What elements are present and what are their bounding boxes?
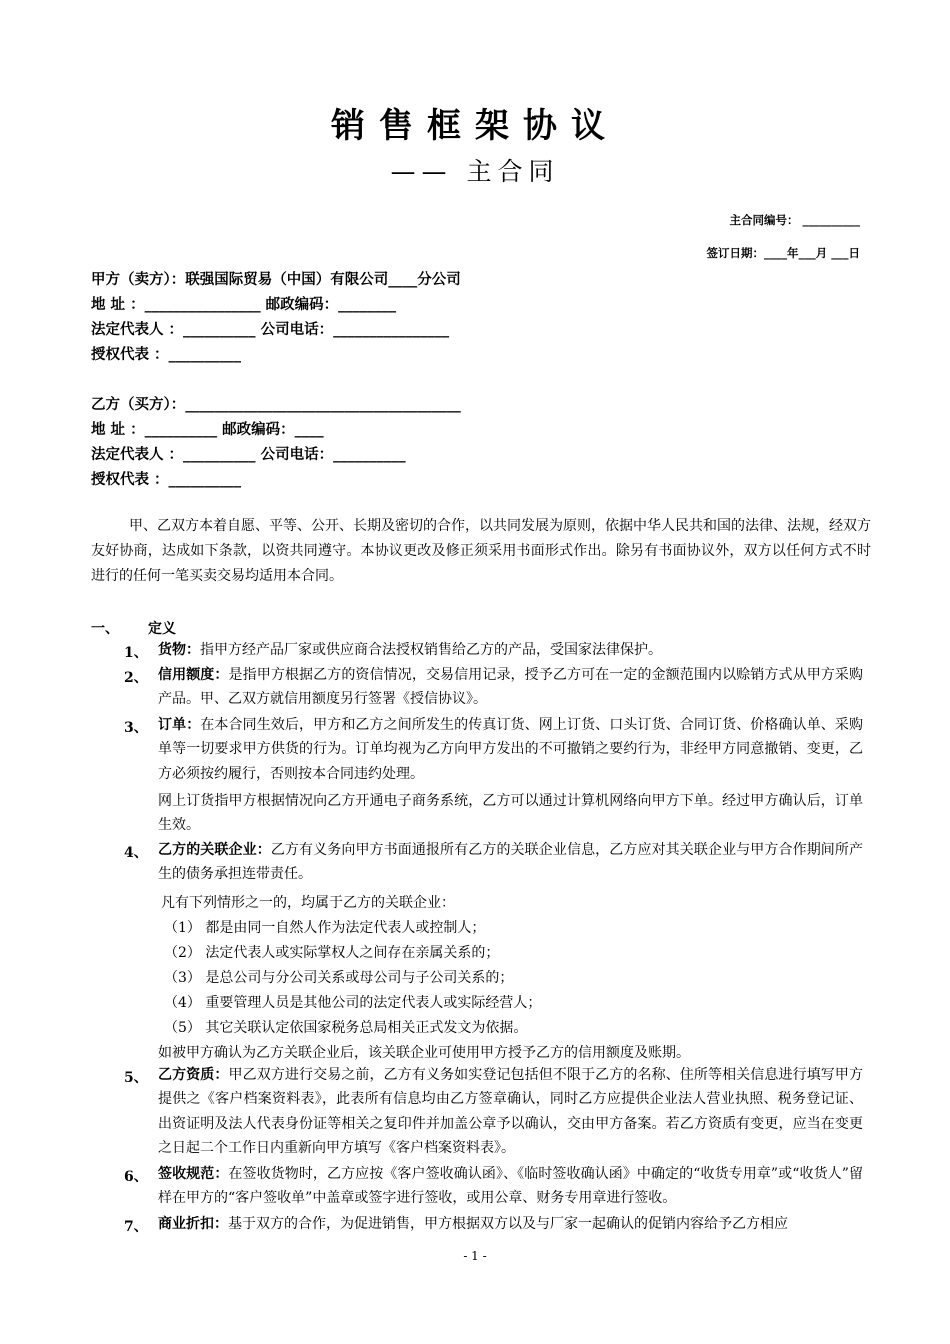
party-b-address: 地 址 ：__________ 邮政编码：____ <box>91 422 324 438</box>
item-2 <box>158 663 863 712</box>
party-a-address: 地 址 ：________________ 邮政编码：________ <box>91 297 397 313</box>
intro-text: 甲、乙双方本着自愿、平等、公开、长期及密切的合作，以共同发展为原则，依据中华人民共和国的法律、法规，经双方友好协商，达成如下条款，以资共同遵守。本协议更改及修正须采用书面形式作出。除另有书面协议外，双方以任何方式不时进行的任何一笔买卖交易均适用本合同。 <box>91 518 871 584</box>
page-number: - 1 - <box>463 1249 487 1263</box>
item-7-number: 7、 <box>124 1219 148 1235</box>
item-5-number: 5、 <box>124 1070 148 1086</box>
item-1 <box>158 638 863 662</box>
item-3-term: 订单： <box>158 717 201 733</box>
item-3-number: 3、 <box>124 720 148 736</box>
party-b-authorized-rep: 授权代表 ：__________ <box>91 472 242 488</box>
sign-date: 签订日期：____年___月 ___日 <box>706 246 860 260</box>
item-1-term: 货物： <box>158 642 200 658</box>
item-6 <box>158 1162 863 1211</box>
contract-number: 主合同编号： __________ <box>729 213 860 227</box>
party-a-name: 甲方（卖方）：联强国际贸易（中国）有限公司____分公司 <box>91 272 461 288</box>
item-1-number: 1、 <box>124 645 148 661</box>
item-2-term: 信用额度： <box>158 667 229 683</box>
item-6-text: 在签收货物时，乙方应按《客户签收确认函》、《临时签收确认函》中确定的“收货专用章”或“收货人”留样在甲方的“客户签收单”中盖章或签字进行签收，或用公章、财务专用章进行签收。 <box>158 1166 863 1207</box>
section-1-title: 定义 <box>148 621 176 637</box>
item-2-number: 2、 <box>124 670 148 686</box>
item-4-number: 4、 <box>124 845 148 861</box>
item-5 <box>158 1063 863 1160</box>
item-4 <box>158 838 863 887</box>
intro-paragraph <box>91 514 871 589</box>
item-2-text: 是指甲方根据乙方的资信情况，交易信用记录，授予乙方可在一定的金额范围内以赊销方式从甲方采购产品。甲、乙双方就信用额度另行签署《授信协议》。 <box>158 667 864 708</box>
item-6-term: 签收规范： <box>158 1166 229 1182</box>
item-4-sub-5: （5） 其它关联认定依国家税务总局相关正式发文为依据。 <box>164 1020 528 1036</box>
item-6-number: 6、 <box>124 1169 148 1185</box>
party-b-name: 乙方（买方）：______________________________________ <box>91 397 461 413</box>
item-3-extra: 网上订货指甲方根据情况向乙方开通电子商务系统，乙方可以通过计算机网络向甲方下单。经过甲方确认后，订单生效。 <box>158 793 863 834</box>
item-7-term: 商业折扣： <box>158 1216 228 1232</box>
item-4-sub-3: （3） 是总公司与分公司关系或母公司与子公司关系的； <box>164 970 514 986</box>
item-4-sub-1: （1） 都是由同一自然人作为法定代表人或控制人； <box>164 920 486 936</box>
item-5-term: 乙方资质： <box>158 1067 229 1083</box>
item-5-text: 甲乙双方进行交易之前，乙方有义务如实登记包括但不限于乙方的名称、住所等相关信息进行填写甲方提供之《客户档案资料表》，此表所有信息均由乙方签章确认，同时乙方应提供企业法人营业执照、税务登记证、出资证明及法人代表身份证等相关之复印件并加盖公章予以确认，交由甲方备案。若乙方资质有变更，应当在变更之日起二个工作日内重新向甲方填写《客户档案资料表》。 <box>158 1067 864 1156</box>
item-7 <box>158 1212 863 1236</box>
document-subtitle: —— 主合同 <box>390 157 560 186</box>
item-4-sub-4: （4） 重要管理人员是其他公司的法定代表人或实际经营人； <box>164 995 542 1011</box>
item-3-text: 在本合同生效后，甲方和乙方之间所发生的传真订货、网上订货、口头订货、合同订货、价格确认单、采购单等一切要求甲方供货的行为。订单均视为乙方向甲方发出的不可撤销之要约行为，非经甲方同意撤销、变更，乙方必须按约履行，否则按本合同违约处理。 <box>158 717 864 782</box>
item-1-text: 指甲方经产品厂家或供应商合法授权销售给乙方的产品，受国家法律保护。 <box>200 642 662 658</box>
item-4-text: 乙方有义务向甲方书面通报所有乙方的关联企业信息，乙方应对其关联企业与甲方合作期间所产生的债务承担连带责任。 <box>158 842 864 883</box>
document-title: 销售框架协议 <box>331 106 619 146</box>
item-4-sub-2: （2） 法定代表人或实际掌权人之间存在亲属关系的； <box>164 945 500 961</box>
item-4-closing: 如被甲方确认为乙方关联企业后，该关联企业可使用甲方授予乙方的信用额度及账期。 <box>158 1045 690 1061</box>
item-4-term: 乙方的关联企业： <box>158 842 271 858</box>
item-7-text: 基于双方的合作，为促进销售，甲方根据双方以及与厂家一起确认的促销内容给予乙方相应 <box>228 1216 788 1232</box>
item-3 <box>158 713 863 786</box>
party-a-legal-rep: 法定代表人 ：__________ 公司电话：________________ <box>91 322 450 338</box>
party-b-legal-rep: 法定代表人 ：__________ 公司电话：__________ <box>91 447 406 463</box>
section-1-number: 一、 <box>91 621 119 637</box>
item-4-extra: 凡有下列情形之一的，均属于乙方的关联企业： <box>161 895 455 911</box>
party-a-authorized-rep: 授权代表 ：__________ <box>91 347 242 363</box>
